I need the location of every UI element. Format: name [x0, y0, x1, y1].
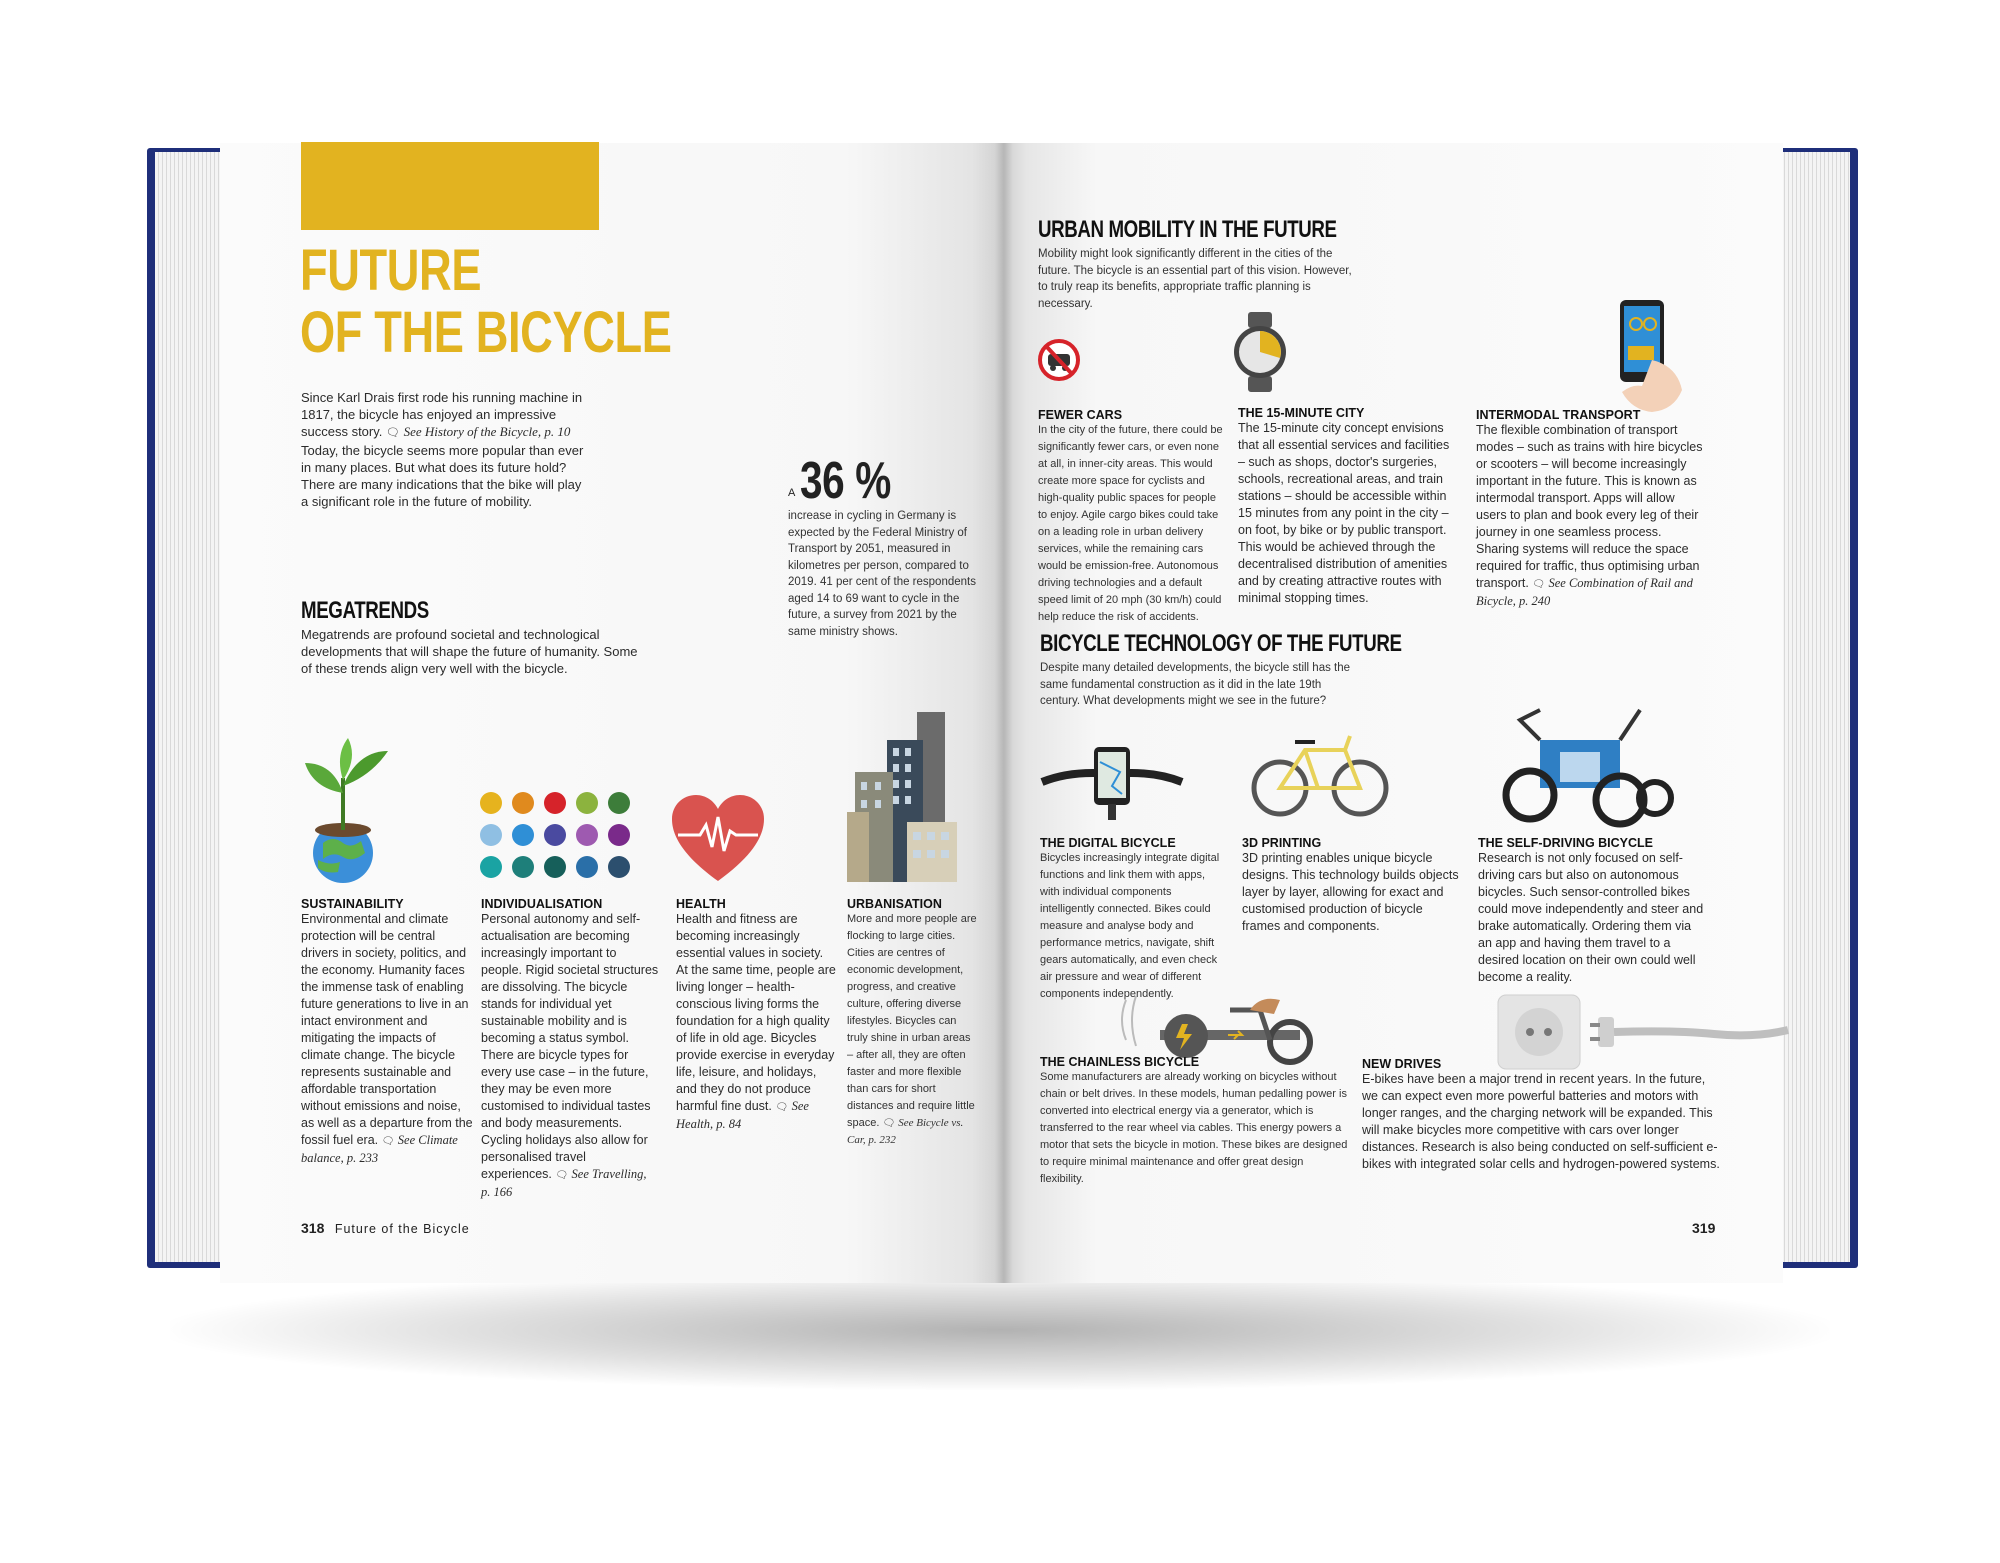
color-dot	[608, 824, 630, 846]
trend-reference: See Travelling, p. 166	[481, 1167, 647, 1199]
megatrends-heading: MEGATRENDS	[301, 597, 429, 624]
page-edges-left	[155, 152, 225, 1262]
page-title-line2: OF THE BICYCLE	[300, 300, 672, 365]
trend-individualisation	[481, 897, 659, 1201]
no-cars-icon	[1038, 330, 1080, 390]
tech-item-text: Bicycles increasingly integrate digital functions and link them with apps, with individual components intelligently connected. Bikes could measure and analyse body and performance metrics, navigate, shift gears automatically, and even check air pressure and wear of different components independently.	[1040, 852, 1220, 1000]
intro-text: Since Karl Drais first rode his running machine in 1817, the bicycle has enjoyed an impressive success story.	[301, 390, 583, 439]
trend-title: INDIVIDUALISATION	[481, 897, 603, 911]
reference-icon: 🗨	[775, 1102, 789, 1113]
color-dot	[608, 856, 630, 878]
trend-title: SUSTAINABILITY	[301, 897, 404, 911]
trend-reference: See Bicycle vs. Car, p. 232	[847, 1117, 964, 1146]
color-dot	[480, 792, 502, 814]
tech-item-title: THE CHAINLESS BICYCLE	[1040, 1055, 1200, 1069]
reference-icon: 🗨	[381, 1136, 395, 1147]
urban-item-title: THE 15-MINUTE CITY	[1238, 406, 1365, 420]
stat-block	[788, 452, 916, 510]
cargo-bike-icon	[1500, 700, 1670, 830]
color-dot	[512, 792, 534, 814]
urban-item-text: The 15-minute city concept envisions that all essential services and facilities – such as shops, doctor's surgeries, schools, recreational areas, and train stations – should be accessible within 15 minutes from any point in the city – on foot, by bike or by public transport. This would be achieved through the decentralised distribution of amenities and by creating attractive routes with minimal stopping times.	[1238, 421, 1450, 605]
trend-title: HEALTH	[676, 897, 726, 911]
color-dot	[544, 824, 566, 846]
urban-item-15-minute-city	[1238, 406, 1458, 607]
trend-text: Health and fitness are becoming increasingly essential values in society. At the same time, people are living longer – health-conscious living forms the foundation for a high quality of life in old age. Bicycles provide exercise in everyday life, leisure, and holidays, and they do not produce harmful fine dust.	[676, 912, 836, 1113]
tech-item-text: Research is not only focused on self-driving cars but also on autonomous bicycles. Such sensor-controlled bikes could move independently and steer and brake automatically. Ordering them via an app and having them travel to a desired location on their own could well become a reality.	[1478, 851, 1704, 984]
city-buildings-icon	[847, 712, 957, 882]
stat-prefix: A	[788, 487, 796, 499]
trend-health	[676, 897, 836, 1133]
color-dot	[544, 856, 566, 878]
tech-item-3d-printing	[1242, 836, 1464, 935]
tech-item-title: NEW DRIVES	[1362, 1057, 1442, 1071]
tech-item-text: 3D printing enables unique bicycle designs. This technology builds objects layer by layer, allowing for exact and customised production of bicycle frames and components.	[1242, 851, 1459, 933]
phone-app-icon	[1612, 300, 1687, 415]
color-dot	[544, 792, 566, 814]
urban-item-intermodal	[1476, 408, 1708, 610]
color-dot	[512, 856, 534, 878]
stat-description: increase in cycling in Germany is expected by the Federal Ministry of Transport by 2051, measured in kilometres per person, compared to 2019. 41 per cent of the respondents aged 14 to 69 want to cycle in the future, a survey from 2021 by the same ministry shows.	[788, 510, 976, 638]
tech-item-text: E-bikes have been a major trend in recent years. In the future, we can expect even more powerful batteries and motors with longer ranges, and the charging network will be expanded. This will make bicycles more competitive with cars over longer distances. Research is also being conducted on self-sufficient e-bikes with integrated solar cells and hydrogen-powered systems.	[1362, 1072, 1720, 1171]
urban-mobility-heading: URBAN MOBILITY IN THE FUTURE	[1038, 216, 1337, 243]
plant-globe-icon	[298, 738, 398, 883]
stat-value: 36 %	[799, 452, 891, 510]
urban-item-text: The flexible combination of transport modes – such as trains with hire bicycles or scooters – will become increasingly important in the future. This is known as intermodal transport. Apps will allow users to plan and book every leg of their journey in one seamless process. Sharing systems will reduce the space required for traffic, thus optimising urban transport.	[1476, 423, 1703, 590]
heart-pulse-icon	[672, 795, 764, 883]
tech-item-title: THE DIGITAL BICYCLE	[1040, 836, 1176, 850]
bicycle-technology-intro: Despite many detailed developments, the bicycle still has the same fundamental construction as it did in the late 19th century. What developments might we see in the future?	[1040, 662, 1351, 707]
title-accent-block	[301, 142, 599, 230]
reference-icon: 🗨	[882, 1118, 896, 1129]
trend-sustainability	[301, 897, 473, 1167]
megatrends-text: Megatrends are profound societal and technological developments that will shape the future of humanity. Some of these trends align very well with the bicycle.	[301, 627, 638, 676]
bicycle-technology-heading: BICYCLE TECHNOLOGY OF THE FUTURE	[1040, 630, 1402, 657]
color-dot	[608, 792, 630, 814]
running-footer: Future of the Bicycle	[334, 1222, 470, 1236]
left-page-footer	[301, 1220, 470, 1238]
trend-text: More and more people are flocking to large cities. Cities are centres of economic development, progress, and creative culture, offering diverse lifestyles. Bicycles can truly shine in urban areas – after all, they are often faster and more flexible than cars for short distances and require little space.	[847, 913, 977, 1129]
urban-mobility-intro: Mobility might look significantly different in the cities of the future. The bicycle is an essential part of this vision. However, to truly reap its benefits, appropriate traffic planning is necessary.	[1038, 248, 1352, 310]
trend-title: URBANISATION	[847, 897, 942, 911]
trend-text: Personal autonomy and self-actualisation are becoming increasingly important to people. Rigid societal structures are dissolving. The bicycle stands for individual yet sustainable mobility and is becoming a status symbol. There are bicycle types for every use case – in the future, they may be even more customised to individual tastes and body measurements. Cycling holidays also allow for personalised travel experiences.	[481, 912, 659, 1181]
color-dot	[576, 792, 598, 814]
color-dot	[512, 824, 534, 846]
color-dots-icon	[480, 792, 640, 892]
color-dot	[576, 856, 598, 878]
urban-item-reference: See Combination of Rail and Bicycle, p. 240	[1476, 576, 1693, 608]
color-dot	[480, 856, 502, 878]
page-edges-right	[1780, 152, 1850, 1262]
page-title-line1: FUTURE	[300, 238, 482, 303]
page-number: 319	[1692, 1220, 1716, 1236]
book-shadow	[170, 1270, 1830, 1390]
tech-item-new-drives	[1362, 1057, 1722, 1173]
handlebar-phone-icon	[1042, 742, 1182, 822]
reference-icon: 🗨	[386, 427, 400, 439]
tech-item-text: Some manufacturers are already working on bicycles without chain or belt drives. In these models, human pedalling power is converted into electrical energy via a generator, which is transferred to the rear wheel via cables. This energy powers a motor that sets the bicycle in motion. These bikes are designed to require minimal maintenance and offer great design flexibility.	[1040, 1071, 1348, 1185]
intro-paragraph	[301, 389, 591, 510]
trend-reference: See Climate balance, p. 233	[301, 1133, 458, 1165]
watch-icon	[1232, 312, 1288, 392]
tech-item-self-driving	[1478, 836, 1706, 986]
reference-icon: 🗨	[555, 1170, 569, 1181]
intro-text-2: Today, the bicycle seems more popular than ever in many places. But what does its future hold? There are many indications that the bike will play a significant role in the future of mobility.	[301, 443, 584, 509]
trend-reference: See Health, p. 84	[676, 1099, 809, 1131]
trend-text: Environmental and climate protection will be central drivers in society, politics, and the economy. Humanity faces the immense task of enabling future generations to live in an intact environment and mitigating the impacts of climate change. The bicycle represents sustainable and affordable transportation without emissions and noise, as well as a departure from the fossil fuel era.	[301, 912, 473, 1147]
tech-item-title: 3D PRINTING	[1242, 836, 1322, 850]
tech-item-digital	[1040, 836, 1225, 1003]
intro-reference: See History of the Bicycle, p. 10	[403, 424, 571, 439]
page-title	[300, 240, 672, 364]
trend-urbanisation	[847, 897, 977, 1149]
color-dot	[576, 824, 598, 846]
printed-bike-icon	[1250, 730, 1390, 820]
reference-icon: 🗨	[1532, 579, 1545, 590]
urban-item-text: In the city of the future, there could be significantly fewer cars, or even none at all, in inner-city areas. This would create more space for cyclists and high-quality public spaces for people to enjoy. Agile cargo bikes could take on a leading role in urban delivery services, while the remaining cars would be emission-free. Autonomous driving technologies and a default speed limit of 20 mph (30 km/h) could help reduce the risk of accidents.	[1038, 424, 1223, 623]
color-dot	[480, 824, 502, 846]
urban-item-title: INTERMODAL TRANSPORT	[1476, 408, 1641, 422]
tech-item-title: THE SELF-DRIVING BICYCLE	[1478, 836, 1654, 850]
book-gutter	[995, 143, 1013, 1283]
page-number: 318	[301, 1220, 325, 1236]
tech-item-chainless	[1040, 1055, 1350, 1188]
urban-item-fewer-cars	[1038, 408, 1223, 626]
urban-item-title: FEWER CARS	[1038, 408, 1123, 422]
